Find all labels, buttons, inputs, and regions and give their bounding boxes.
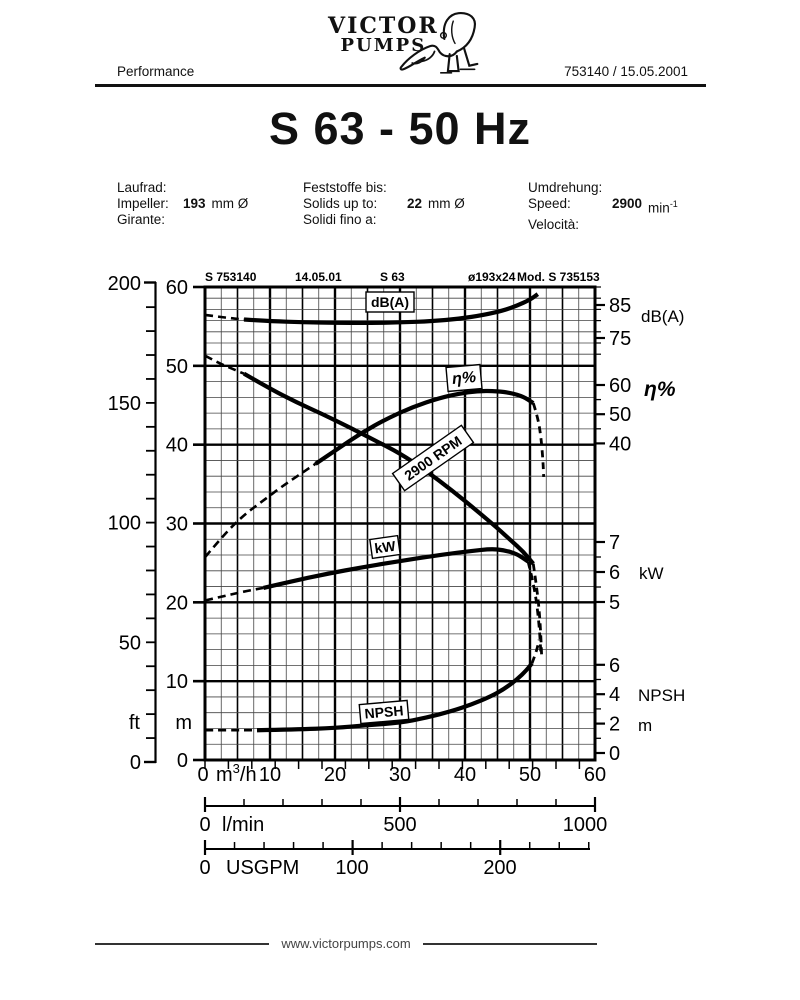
left-axis-m-unit: m <box>175 712 192 734</box>
spec-label-it: Velocità: <box>528 216 580 232</box>
spec-label-it: Girante: <box>117 212 166 227</box>
brand-name-2: PUMPS <box>340 35 427 56</box>
chart-grid <box>205 287 595 760</box>
spec-label-de: Feststoffe bis: <box>303 180 387 195</box>
left-axis-ft <box>108 273 156 774</box>
svg-text:2900 RPM: 2900 RPM <box>401 432 465 484</box>
curve-label-eta <box>446 365 482 392</box>
svg-text:10: 10 <box>165 671 188 694</box>
svg-text:0: 0 <box>609 743 621 765</box>
svg-text:60: 60 <box>165 277 188 300</box>
svg-text:NPSH: NPSH <box>363 702 405 722</box>
svg-text:40: 40 <box>165 434 188 457</box>
svg-text:50: 50 <box>165 355 188 378</box>
right-unit-npsh-m: m <box>638 716 653 735</box>
svg-text:0: 0 <box>129 752 141 774</box>
svg-text:500: 500 <box>383 814 417 836</box>
svg-text:0: 0 <box>199 814 211 836</box>
right-unit-npsh: NPSH <box>638 686 686 705</box>
svg-text:dB(A): dB(A) <box>370 294 410 310</box>
svg-text:30: 30 <box>165 513 188 536</box>
speed-value: 2900 <box>612 196 643 211</box>
spec-label-en: Speed: <box>528 196 571 211</box>
spec-label-en: Impeller: <box>117 196 169 211</box>
x-axis-usgpm <box>199 840 590 879</box>
curve-label-db <box>366 292 414 312</box>
spec-label-it: Solidi fino a: <box>303 212 377 227</box>
svg-text:200: 200 <box>483 857 517 879</box>
svg-text:100: 100 <box>335 857 369 879</box>
svg-text:6: 6 <box>609 562 621 584</box>
svg-text:10: 10 <box>258 764 282 786</box>
spec-label-en: Solids up to: <box>303 196 378 211</box>
solids-unit: mm Ø <box>428 196 465 211</box>
footer-url: www.victorpumps.com <box>281 936 411 951</box>
solids-value: 22 <box>407 196 423 211</box>
sheet-type-label: Performance <box>117 64 195 79</box>
svg-text:40: 40 <box>453 764 477 786</box>
svg-text:7: 7 <box>609 532 621 554</box>
svg-text:Mod. S 735153: Mod. S 735153 <box>517 270 600 284</box>
page-title: S 63 - 50 Hz <box>268 103 532 154</box>
footer-rule-left <box>95 943 269 945</box>
svg-text:4: 4 <box>609 684 621 707</box>
svg-text:30: 30 <box>388 764 412 786</box>
svg-text:20: 20 <box>165 592 188 615</box>
impeller-value: 193 <box>183 196 206 211</box>
usgpm-unit: USGPM <box>226 857 300 879</box>
svg-text:100: 100 <box>107 512 141 535</box>
chart-header-row <box>205 270 600 284</box>
x-axis-unit: $m^3/h$ <box>216 761 257 786</box>
svg-text:85: 85 <box>609 295 632 317</box>
x-axis-m3h <box>197 761 606 786</box>
left-axis-m <box>166 277 205 772</box>
svg-text:50: 50 <box>518 764 542 786</box>
svg-text:6: 6 <box>609 654 621 677</box>
svg-text:η%: η% <box>451 368 477 389</box>
svg-text:75: 75 <box>609 328 632 350</box>
spec-label-de: Umdrehung: <box>528 180 603 195</box>
svg-text:5: 5 <box>609 592 621 614</box>
curve-label-npsh <box>359 700 408 723</box>
curve-eta <box>205 391 544 557</box>
svg-text:50: 50 <box>609 404 632 427</box>
svg-text:0: 0 <box>199 857 211 879</box>
footer <box>95 936 597 951</box>
svg-text:60: 60 <box>583 764 607 786</box>
spec-label-de: Laufrad: <box>117 180 167 195</box>
svg-text:2: 2 <box>609 713 621 736</box>
document-reference: 753140 / 15.05.2001 <box>564 64 688 79</box>
x-axis-lmin <box>199 797 607 836</box>
left-axis-ft-unit: ft <box>128 712 140 734</box>
right-unit-kw: kW <box>639 564 664 583</box>
speed-unit: $\min^{-1}$ <box>648 199 678 216</box>
impeller-unit: mm Ø <box>211 196 249 211</box>
footer-rule-right <box>423 943 597 945</box>
curve-label-kw <box>370 536 400 559</box>
svg-text:S 753140: S 753140 <box>205 270 257 284</box>
svg-text:150: 150 <box>107 392 141 415</box>
svg-text:0: 0 <box>176 750 188 772</box>
svg-text:60: 60 <box>609 375 632 397</box>
right-unit-db: dB(A) <box>641 307 685 326</box>
svg-text:20: 20 <box>323 764 347 786</box>
right-unit-eta: η% <box>644 378 676 401</box>
svg-text:S 63: S 63 <box>380 270 405 284</box>
svg-text:50: 50 <box>118 632 141 655</box>
svg-text:14.05.01: 14.05.01 <box>295 270 342 284</box>
svg-text:0: 0 <box>197 764 209 786</box>
lmin-unit: l/min <box>222 814 265 836</box>
svg-text:kW: kW <box>373 537 397 557</box>
svg-text:40: 40 <box>609 433 632 456</box>
svg-text:1000: 1000 <box>562 814 608 836</box>
brand-name: VICTOR <box>328 13 439 39</box>
svg-text:ø193x24: ø193x24 <box>468 270 516 284</box>
svg-text:200: 200 <box>107 273 141 296</box>
right-axes <box>595 287 685 765</box>
